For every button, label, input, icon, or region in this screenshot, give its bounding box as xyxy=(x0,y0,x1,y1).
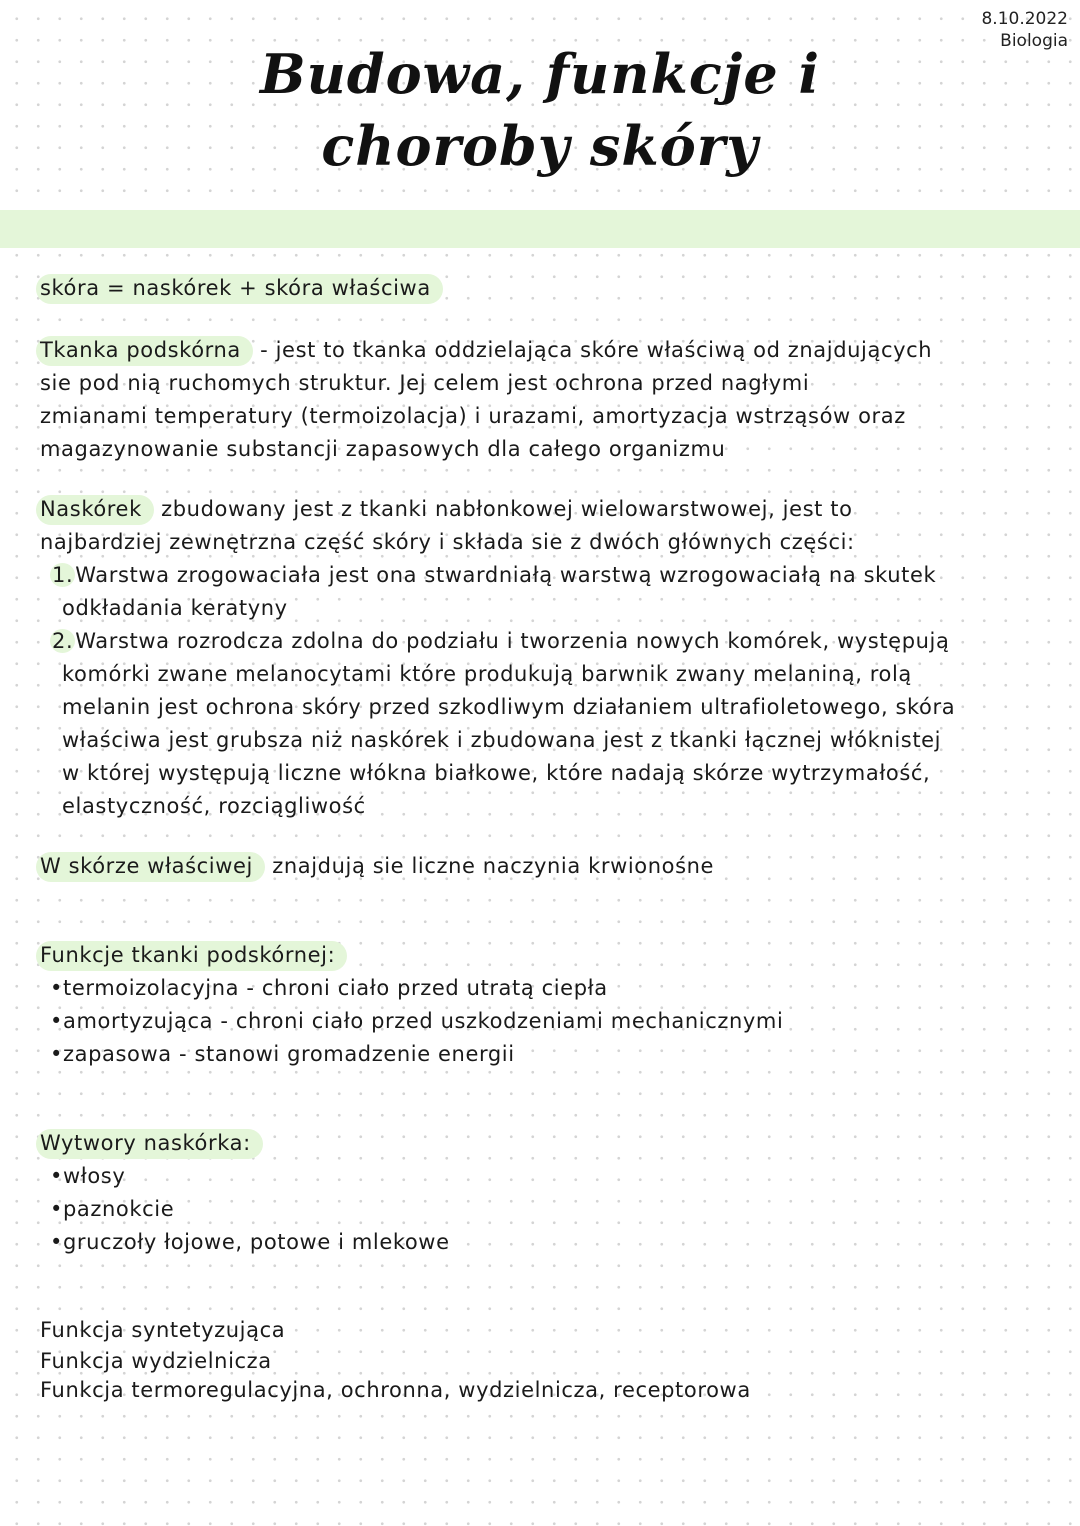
list-item: •gruczoły łojowe, potowe i mlekowe xyxy=(50,1230,450,1254)
list-item: •włosy xyxy=(50,1164,126,1188)
list-item: •termoizolacyjna - chroni ciało przed utratą ciepła xyxy=(50,976,608,1000)
date-label: 8.10.2022 xyxy=(981,9,1068,29)
item-number-2: 2. xyxy=(52,629,74,653)
tkanka-line-2: sie pod nią ruchomych struktur. Jej celem jest ochrona przed nagłymi xyxy=(40,371,810,395)
tkanka-line-3: zmianami temperatury (termoizolacja) i urazami, amortyzacja wstrząsów oraz xyxy=(40,404,906,428)
funkcja-line: Funkcja wydzielnicza xyxy=(40,1349,272,1373)
tkanka-text: - jest to tkanka oddzielająca skóre właściwą od znajdujących xyxy=(252,338,933,362)
naskorek-item-1 xyxy=(50,559,936,592)
funkcja-line: Funkcja syntetyzująca xyxy=(40,1318,286,1342)
list-item: •zapasowa - stanowi gromadzenie energii xyxy=(50,1042,515,1066)
skora-wlasciwa-text: znajdują sie liczne naczynia krwionośne xyxy=(264,854,715,878)
naskorek-item-2 xyxy=(50,625,949,658)
item-1-text: Warstwa zrogowaciała jest ona stwardniałą warstwą wzrogowaciałą na skutek xyxy=(75,563,937,587)
naskorek-item-1-cont: odkładania keratyny xyxy=(62,596,288,620)
title-line-2: choroby skóry xyxy=(321,114,759,178)
funkcje-tkanki-heading xyxy=(40,939,347,972)
naskorek-item-2-cont-4: w której występują liczne włókna białkowe, które nadają skórze wytrzymałość, xyxy=(62,761,931,785)
tkanka-term: Tkanka podskórna xyxy=(36,336,253,366)
funkcja-line: Funkcja termoregulacyjna, ochronna, wydzielnicza, receptorowa xyxy=(40,1378,751,1402)
skora-wlasciwa-line xyxy=(40,850,714,883)
naskorek-item-2-cont-1: komórki zwane melanocytami które produkują barwnik zwany melaniną, rolą xyxy=(62,662,912,686)
naskorek-item-2-cont-3: właściwa jest grubsza niż naskórek i zbudowana jest z tkanki łącznej włóknistej xyxy=(62,728,942,752)
item-number-1: 1. xyxy=(52,563,74,587)
title-line-1: Budowa, funkcje i xyxy=(259,42,820,106)
formula-highlight: skóra = naskórek + skóra właściwa xyxy=(36,274,443,304)
list-item: •paznokcie xyxy=(50,1197,175,1221)
naskorek-term: Naskórek xyxy=(36,495,154,525)
wytwory-heading xyxy=(40,1127,263,1160)
naskorek-item-2-cont-2: melanin jest ochrona skóry przed szkodliwym działaniem ultrafioletowego, skóra xyxy=(62,695,956,719)
formula-line xyxy=(40,272,443,305)
list-item: •amortyzująca - chroni ciało przed uszkodzeniami mechanicznymi xyxy=(50,1009,784,1033)
naskorek-item-2-cont-5: elastyczność, rozciągliwość xyxy=(62,794,366,818)
naskorek-line-1 xyxy=(40,493,853,526)
naskorek-text: zbudowany jest z tkanki nabłonkowej wielowarstwowej, jest to xyxy=(153,497,853,521)
naskorek-line-2: najbardziej zewnętrzna część skóry i składa sie z dwóch głównych części: xyxy=(40,530,855,554)
tkanka-line-4: magazynowanie substancji zapasowych dla całego organizmu xyxy=(40,437,726,461)
wytwory-heading-text: Wytwory naskórka: xyxy=(36,1129,263,1159)
title-underline-band xyxy=(0,210,1080,248)
funkcje-tkanki-heading-text: Funkcje tkanki podskórnej: xyxy=(36,941,347,971)
tkanka-line-1 xyxy=(40,334,932,367)
page-title xyxy=(0,38,1080,182)
item-2-text: Warstwa rozrodcza zdolna do podziału i tworzenia nowych komórek, występują xyxy=(75,629,950,653)
subject-label: Biologia xyxy=(1000,31,1068,51)
skora-wlasciwa-term: W skórze właściwej xyxy=(36,852,265,882)
